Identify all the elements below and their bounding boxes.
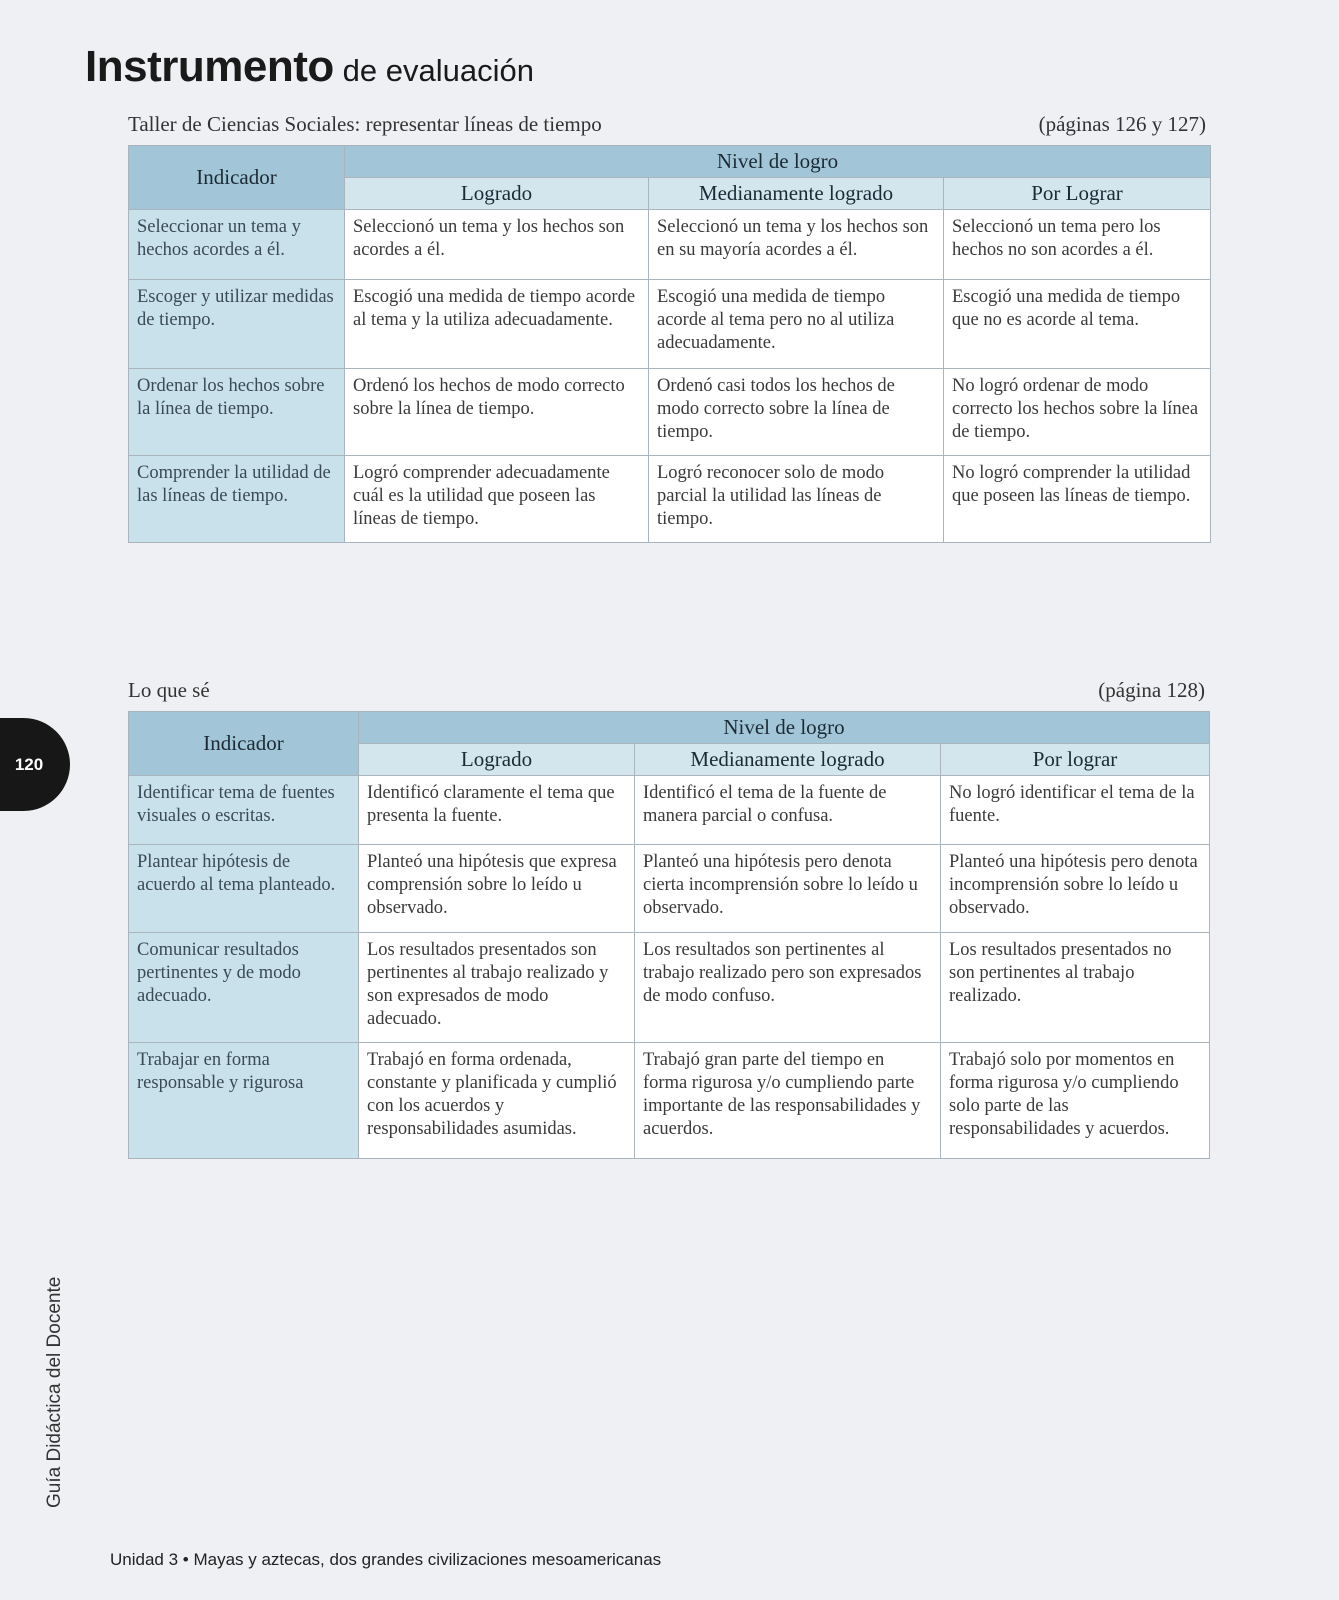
caption-pages: (página 128) — [1098, 678, 1205, 702]
section-lo-que-se — [128, 678, 1209, 1159]
header-nivel-de-logro: Nivel de logro — [359, 712, 1210, 744]
header-medianamente-logrado: Medianamente logrado — [649, 178, 944, 210]
section-caption — [128, 678, 1209, 703]
header-por-lograr: Por Lograr — [944, 178, 1211, 210]
level-cell: Escogió una medida de tiempo que no es acorde al tema. — [944, 280, 1211, 369]
level-cell: No logró ordenar de modo correcto los hechos sobre la línea de tiempo. — [944, 369, 1211, 456]
table-row — [129, 776, 1210, 845]
indicator-cell: Ordenar los hechos sobre la línea de tiempo. — [129, 369, 345, 456]
level-cell: Planteó una hipótesis pero denota cierta incomprensión sobre lo leído u observado. — [635, 845, 941, 933]
header-medianamente-logrado: Medianamente logrado — [635, 744, 941, 776]
table-header-row — [129, 146, 1211, 178]
table-header-row — [129, 712, 1210, 744]
title-main: Instrumento — [85, 42, 334, 91]
indicator-cell: Identificar tema de fuentes visuales o escritas. — [129, 776, 359, 845]
level-cell: Los resultados presentados no son pertinentes al trabajo realizado. — [941, 933, 1210, 1043]
caption-title: Taller de Ciencias Sociales: representar líneas de tiempo — [128, 112, 602, 136]
level-cell: Los resultados presentados son pertinentes al trabajo realizado y son expresados de modo adecuado. — [359, 933, 635, 1043]
page-number-tab — [0, 718, 70, 811]
level-cell: Identificó el tema de la fuente de manera parcial o confusa. — [635, 776, 941, 845]
level-cell: Escogió una medida de tiempo acorde al tema pero no al utiliza adecuadamente. — [649, 280, 944, 369]
indicator-cell: Comunicar resultados pertinentes y de modo adecuado. — [129, 933, 359, 1043]
header-nivel-de-logro: Nivel de logro — [345, 146, 1211, 178]
caption-pages: (páginas 126 y 127) — [1038, 112, 1206, 136]
level-cell: Seleccionó un tema y los hechos son acordes a él. — [345, 210, 649, 280]
indicator-cell: Plantear hipótesis de acuerdo al tema planteado. — [129, 845, 359, 933]
level-cell: Trabajó gran parte del tiempo en forma rigurosa y/o cumpliendo parte importante de las responsabilidades y acuerdos. — [635, 1043, 941, 1159]
table-row — [129, 456, 1211, 543]
rubric-table — [128, 145, 1211, 543]
level-cell: Escogió una medida de tiempo acorde al tema y la utiliza adecuadamente. — [345, 280, 649, 369]
header-logrado: Logrado — [359, 744, 635, 776]
table-row — [129, 933, 1210, 1043]
level-cell: Los resultados son pertinentes al trabajo realizado pero son expresados de modo confuso. — [635, 933, 941, 1043]
level-cell: Seleccionó un tema y los hechos son en su mayoría acordes a él. — [649, 210, 944, 280]
level-cell: Planteó una hipótesis que expresa comprensión sobre lo leído u observado. — [359, 845, 635, 933]
table-row — [129, 280, 1211, 369]
section-caption — [128, 112, 1210, 137]
indicator-cell: Escoger y utilizar medidas de tiempo. — [129, 280, 345, 369]
level-cell: Planteó una hipótesis pero denota incomprensión sobre lo leído u observado. — [941, 845, 1210, 933]
indicator-cell: Comprender la utilidad de las líneas de tiempo. — [129, 456, 345, 543]
table-row — [129, 1043, 1210, 1159]
level-cell: No logró comprender la utilidad que poseen las líneas de tiempo. — [944, 456, 1211, 543]
header-indicador: Indicador — [129, 712, 359, 776]
page-title — [85, 42, 534, 92]
level-cell: Seleccionó un tema pero los hechos no son acordes a él. — [944, 210, 1211, 280]
header-por-lograr: Por lograr — [941, 744, 1210, 776]
title-sub: de evaluación — [342, 53, 534, 88]
level-cell: Ordenó los hechos de modo correcto sobre la línea de tiempo. — [345, 369, 649, 456]
footer-unit-title: Unidad 3 • Mayas y aztecas, dos grandes civilizaciones mesoamericanas — [110, 1550, 662, 1569]
header-logrado: Logrado — [345, 178, 649, 210]
caption-title: Lo que sé — [128, 678, 210, 702]
level-cell: Trabajó en forma ordenada, constante y planificada y cumplió con los acuerdos y responsabilidades asumidas. — [359, 1043, 635, 1159]
level-cell: Ordenó casi todos los hechos de modo correcto sobre la línea de tiempo. — [649, 369, 944, 456]
table-row — [129, 845, 1210, 933]
table-row — [129, 210, 1211, 280]
section-taller — [128, 112, 1210, 543]
header-indicador: Indicador — [129, 146, 345, 210]
indicator-cell: Trabajar en forma responsable y rigurosa — [129, 1043, 359, 1159]
rubric-table — [128, 711, 1210, 1159]
level-cell: No logró identificar el tema de la fuente. — [941, 776, 1210, 845]
level-cell: Logró reconocer solo de modo parcial la utilidad las líneas de tiempo. — [649, 456, 944, 543]
indicator-cell: Seleccionar un tema y hechos acordes a él. — [129, 210, 345, 280]
level-cell: Trabajó solo por momentos en forma rigurosa y/o cumpliendo solo parte de las responsabilidades y acuerdos. — [941, 1043, 1210, 1159]
table-row — [129, 369, 1211, 456]
side-label: Guía Didáctica del Docente — [44, 1276, 65, 1508]
level-cell: Identificó claramente el tema que presenta la fuente. — [359, 776, 635, 845]
page-number: 120 — [14, 754, 44, 774]
level-cell: Logró comprender adecuadamente cuál es la utilidad que poseen las líneas de tiempo. — [345, 456, 649, 543]
